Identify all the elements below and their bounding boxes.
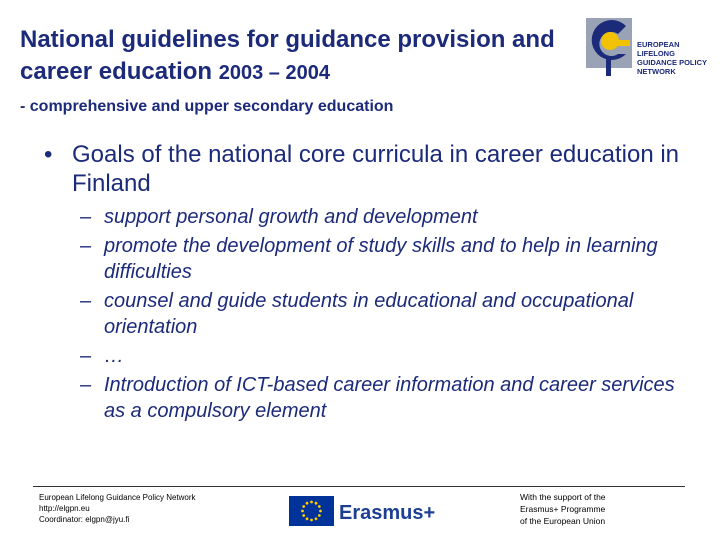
dash: – xyxy=(80,235,92,257)
title-main: National guidelines for guidance provision and career education xyxy=(20,26,555,85)
page-subtitle: - comprehensive and upper secondary education xyxy=(20,98,394,115)
list-item xyxy=(80,343,680,369)
list-item-text: Introduction of ICT-based career information and career services as a compulsory element xyxy=(104,374,675,422)
logo-line-3: NETWORK xyxy=(637,67,676,76)
erasmus-plus-logo: Erasmus+ xyxy=(339,502,436,524)
logo-line-1: EUROPEAN LIFELONG xyxy=(637,40,680,58)
list-item xyxy=(80,288,680,340)
logo-line-2: GUIDANCE POLICY xyxy=(637,58,708,67)
footer-left xyxy=(39,492,196,525)
bullet-dot: • xyxy=(44,141,53,168)
footer-url[interactable]: http://elgpn.eu xyxy=(39,504,90,513)
dash: – xyxy=(80,290,92,312)
page-title xyxy=(20,24,580,89)
footer-right xyxy=(520,491,606,527)
dash: – xyxy=(80,345,92,367)
logo-text xyxy=(637,40,719,76)
support-line-1: With the support of the xyxy=(520,492,606,502)
list-item xyxy=(80,233,680,285)
list-item-text: counsel and guide students in educational and occupational orientation xyxy=(104,290,634,338)
main-bullet xyxy=(44,140,684,198)
support-line-3: of the European Union xyxy=(520,516,606,526)
dash: – xyxy=(80,206,92,228)
list-item-text: … xyxy=(104,345,124,367)
dash: – xyxy=(80,374,92,396)
list-item-text: promote the development of study skills and to help in learning difficulties xyxy=(104,235,658,283)
list-item-text: support personal growth and development xyxy=(104,206,478,228)
eu-flag-icon xyxy=(289,496,334,526)
footer-org: European Lifelong Guidance Policy Network xyxy=(39,493,196,502)
support-line-2: Erasmus+ Programme xyxy=(520,504,606,514)
bullet-text: Goals of the national core curricula in career education in Finland xyxy=(72,141,680,197)
footer-coordinator[interactable]: Coordinator: elgpn@jyu.fi xyxy=(39,515,130,524)
list-item xyxy=(80,372,680,424)
footer-divider xyxy=(33,486,685,487)
title-years: 2003 – 2004 xyxy=(218,62,330,84)
list-item xyxy=(80,204,680,230)
sub-list xyxy=(80,204,680,427)
